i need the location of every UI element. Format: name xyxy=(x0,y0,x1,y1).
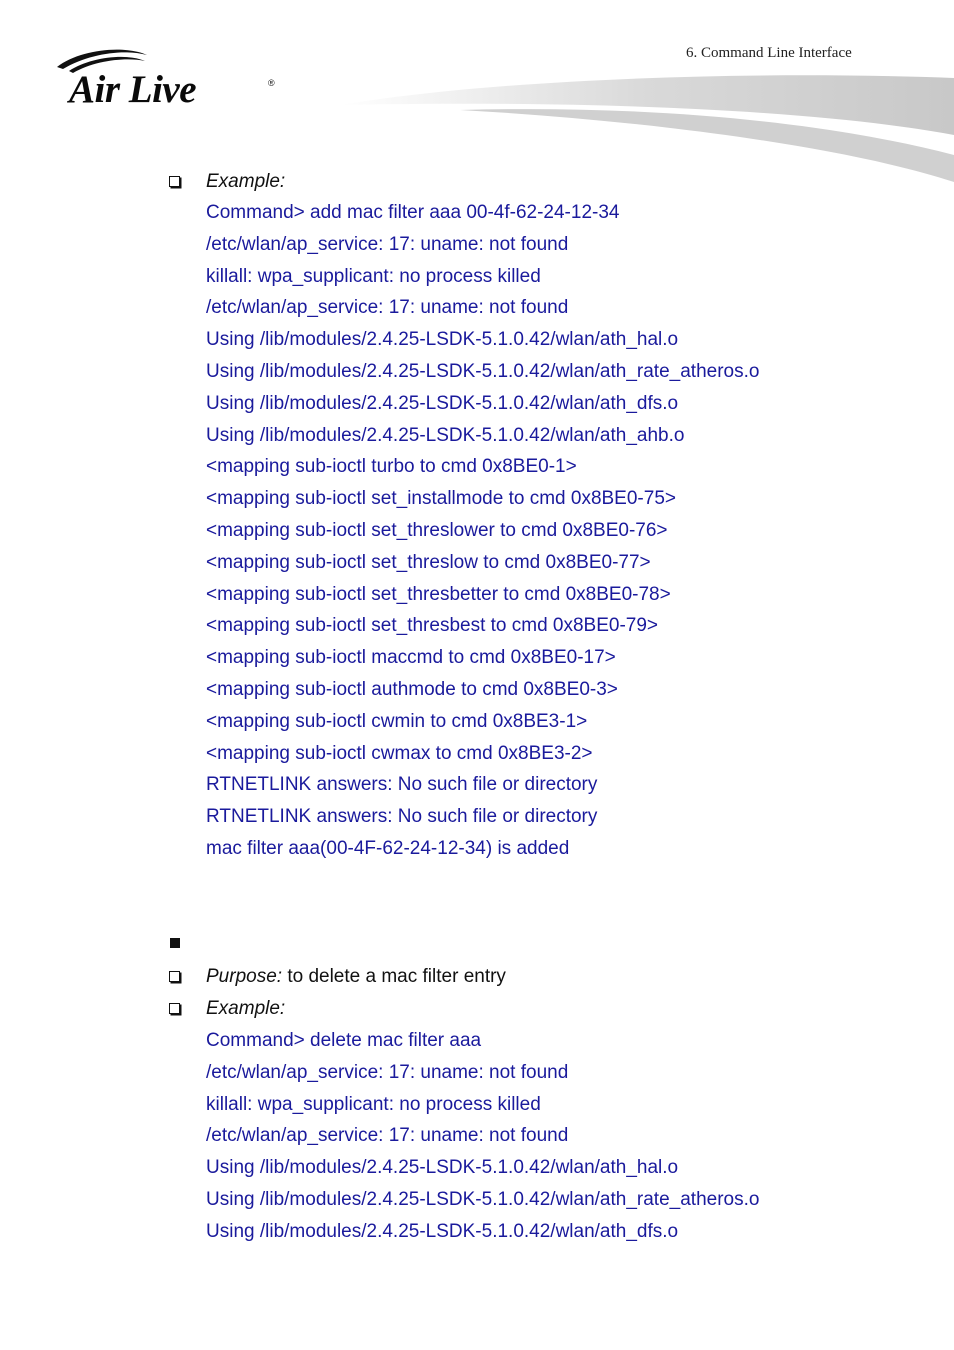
code-line: mac filter aaa(00-4F-62-24-12-34) is added xyxy=(206,838,570,859)
code-line: /etc/wlan/ap_service: 17: uname: not found xyxy=(206,233,569,255)
code-line: Using /lib/modules/2.4.25-LSDK-5.1.0.42/wlan/ath_rate_atheros.o xyxy=(206,1189,760,1210)
code-line: Using /lib/modules/2.4.25-LSDK-5.1.0.42/wlan/ath_ahb.o xyxy=(206,424,685,446)
section-bullet xyxy=(170,938,180,948)
code-line: Using /lib/modules/2.4.25-LSDK-5.1.0.42/wlan/ath_dfs.o xyxy=(206,392,679,414)
example-label: Example: xyxy=(206,998,286,1019)
header-decorative-swoosh xyxy=(340,70,954,185)
code-line: Using /lib/modules/2.4.25-LSDK-5.1.0.42/wlan/ath_hal.o xyxy=(206,329,679,351)
checkbox-bullet xyxy=(169,966,180,988)
code-line: killall: wpa_supplicant: no process killed xyxy=(206,1093,541,1115)
code-line: Using /lib/modules/2.4.25-LSDK-5.1.0.42/wlan/ath_dfs.o xyxy=(206,1220,679,1242)
code-line: /etc/wlan/ap_service: 17: uname: not found xyxy=(206,1125,569,1147)
purpose-text: to delete a mac filter entry xyxy=(282,966,506,987)
airlive-logo xyxy=(55,45,285,115)
logo-text: Air Live xyxy=(69,68,197,111)
code-line: <mapping sub-ioctl set_threslower to cmd 0x8BE0-76> xyxy=(206,520,668,541)
code-line: <mapping sub-ioctl set_threslow to cmd 0x8BE0-77> xyxy=(206,551,651,573)
code-line: <mapping sub-ioctl authmode to cmd 0x8BE0-3> xyxy=(206,679,618,700)
code-line: /etc/wlan/ap_service: 17: uname: not found xyxy=(206,1061,569,1083)
code-line: <mapping sub-ioctl set_thresbest to cmd 0x8BE0-79> xyxy=(206,615,659,637)
checkbox-bullet xyxy=(169,998,180,1020)
code-line: RTNETLINK answers: No such file or directory xyxy=(206,806,598,828)
code-line: /etc/wlan/ap_service: 17: uname: not found xyxy=(206,297,569,319)
code-line: Command> delete mac filter aaa xyxy=(206,1030,482,1051)
code-line: Using /lib/modules/2.4.25-LSDK-5.1.0.42/wlan/ath_hal.o xyxy=(206,1157,679,1179)
code-line: killall: wpa_supplicant: no process killed xyxy=(206,265,541,287)
purpose-line xyxy=(206,966,506,988)
chapter-title: 6. Command Line Interface xyxy=(686,45,852,61)
logo-registered-mark: ® xyxy=(268,78,275,88)
code-line: <mapping sub-ioctl cwmax to cmd 0x8BE3-2> xyxy=(206,742,593,764)
code-line: <mapping sub-ioctl set_thresbetter to cmd 0x8BE0-78> xyxy=(206,583,671,605)
code-line: Using /lib/modules/2.4.25-LSDK-5.1.0.42/wlan/ath_rate_atheros.o xyxy=(206,361,760,382)
code-line: Command> add mac filter aaa 00-4f-62-24-12-34 xyxy=(206,202,620,223)
code-line: RTNETLINK answers: No such file or directory xyxy=(206,774,598,796)
purpose-label: Purpose: xyxy=(206,966,283,987)
code-line: <mapping sub-ioctl maccmd to cmd 0x8BE0-17> xyxy=(206,647,616,669)
code-line: <mapping sub-ioctl set_installmode to cmd 0x8BE0-75> xyxy=(206,488,676,510)
checkbox-bullet xyxy=(169,171,180,193)
code-line: <mapping sub-ioctl turbo to cmd 0x8BE0-1> xyxy=(206,456,577,478)
example-label: Example: xyxy=(206,171,286,192)
code-line: <mapping sub-ioctl cwmin to cmd 0x8BE3-1> xyxy=(206,710,588,732)
